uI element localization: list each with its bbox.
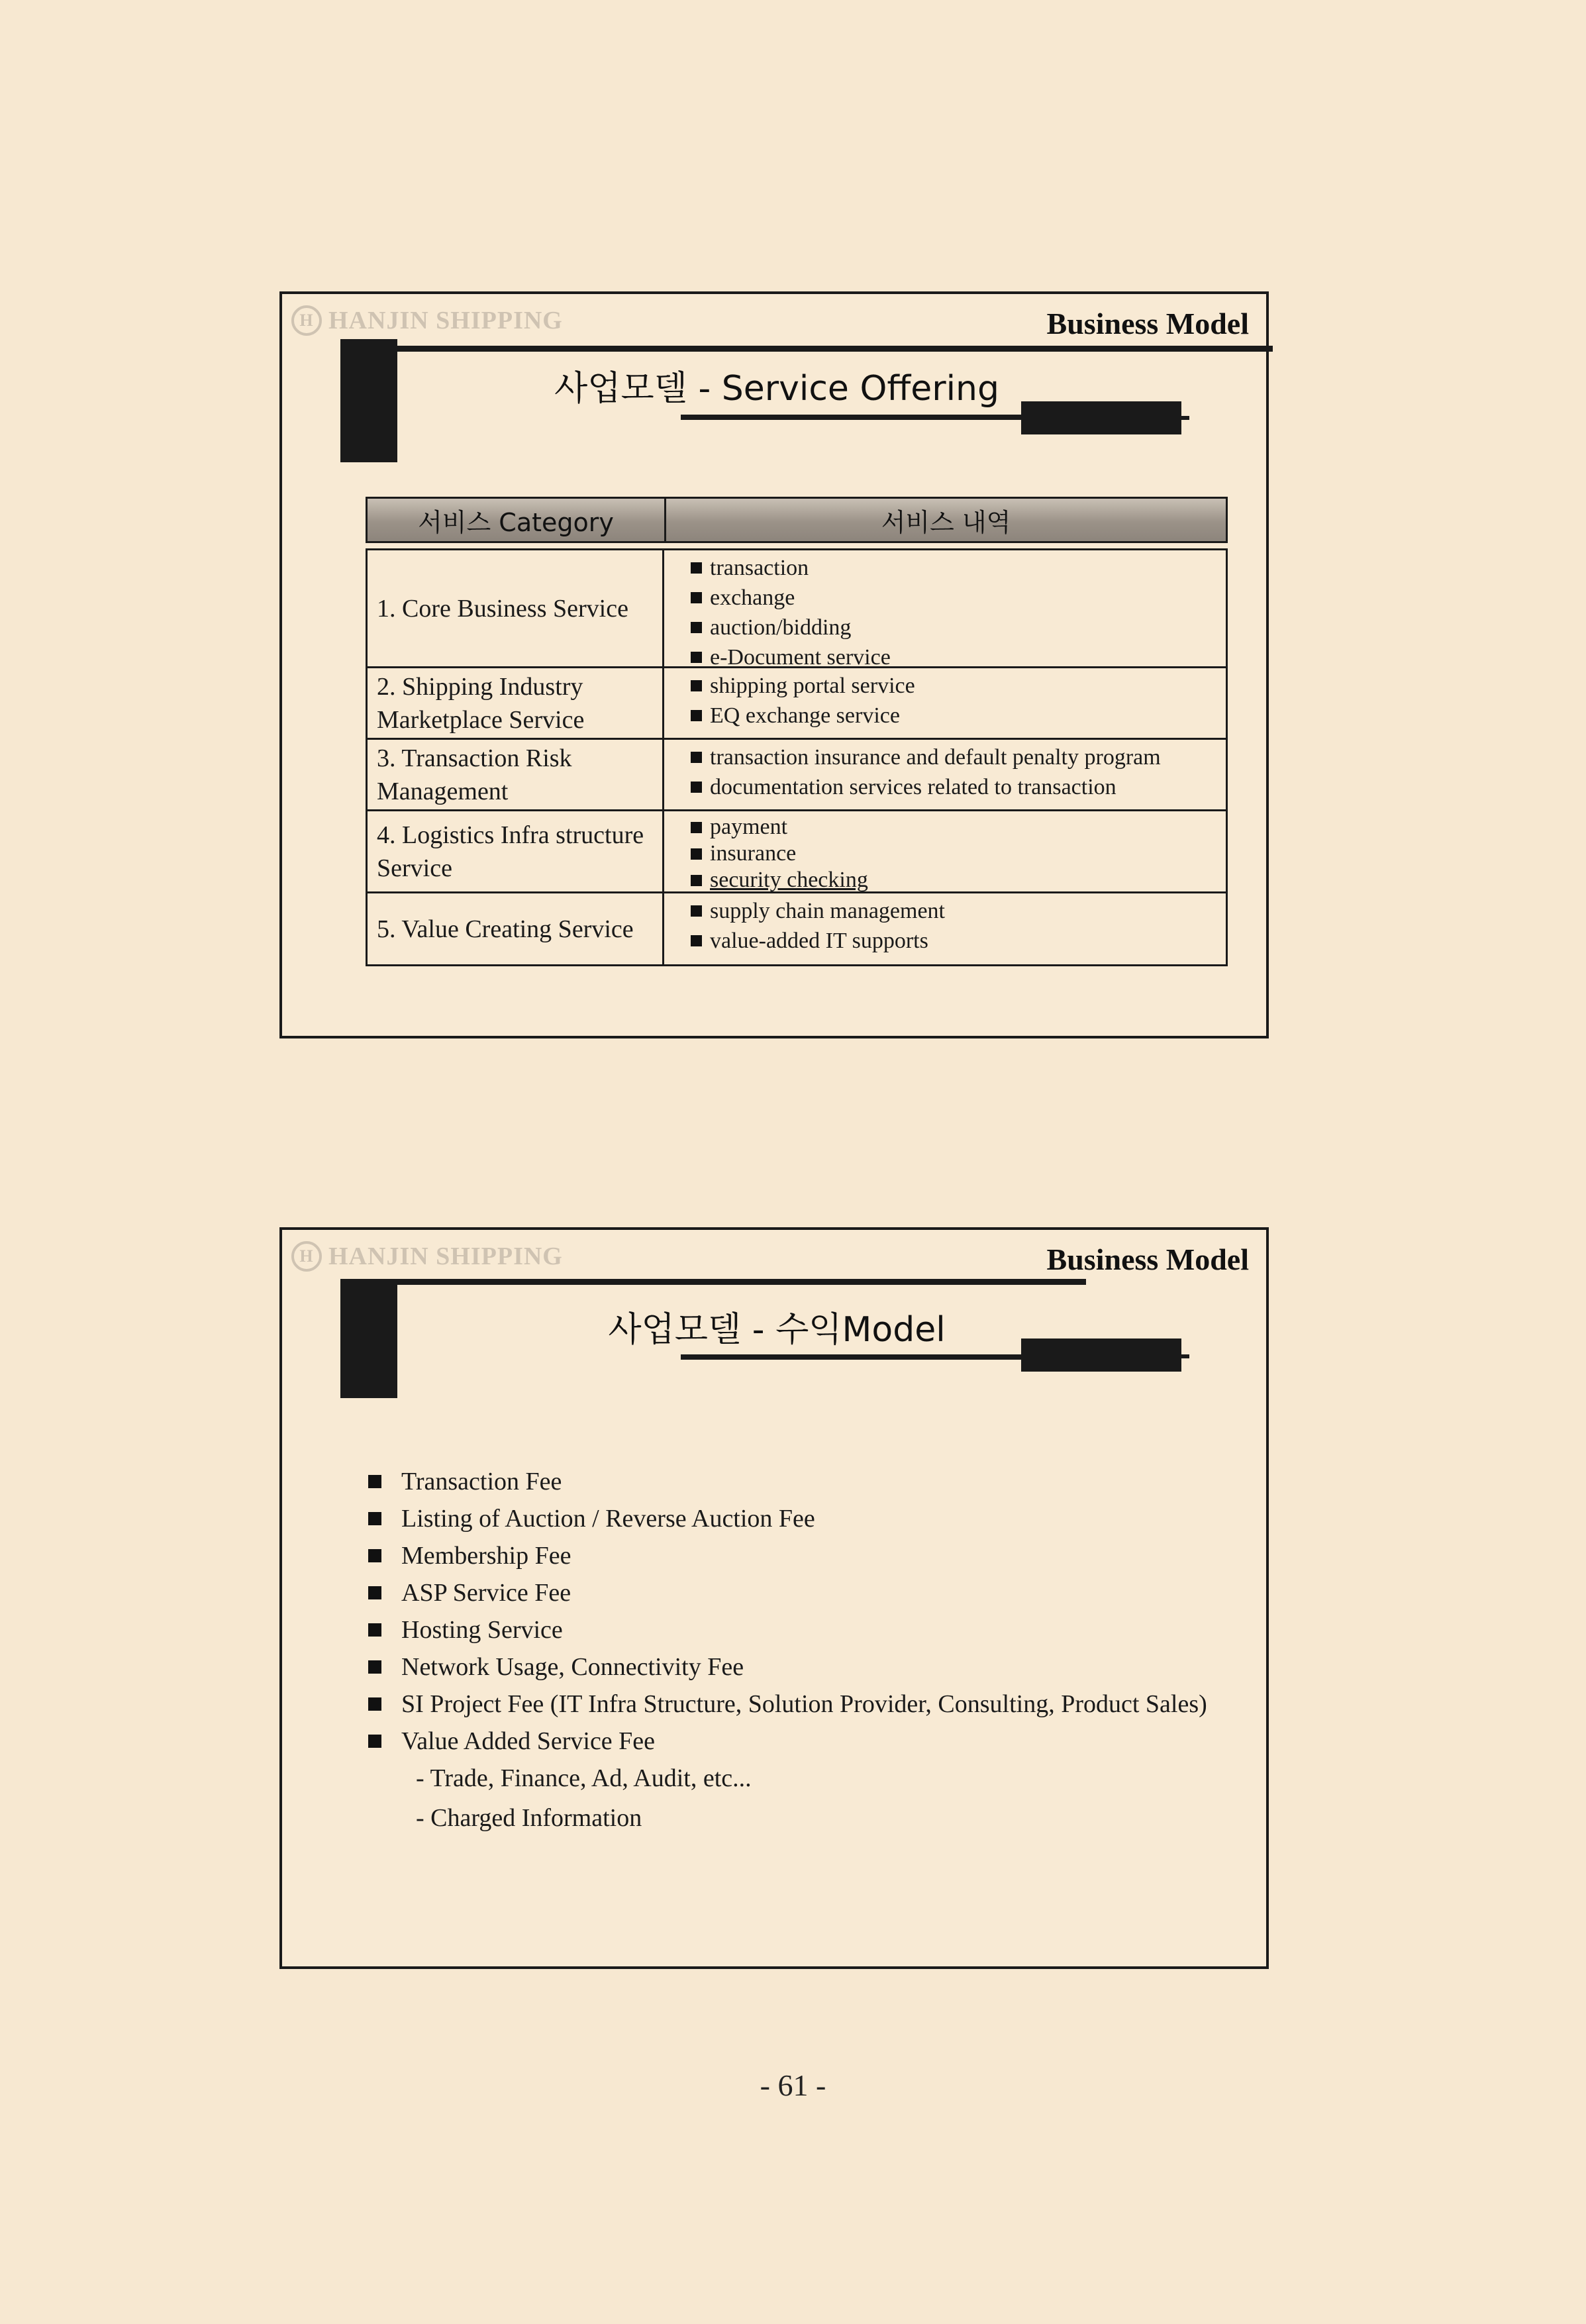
bullet-icon	[691, 905, 702, 917]
bullet-icon	[691, 592, 702, 603]
list-item: transaction insurance and default penalty program	[691, 742, 1226, 772]
bullet-icon	[691, 822, 702, 833]
bullet-icon	[691, 935, 702, 946]
items-cell	[664, 893, 1226, 964]
items-cell	[664, 740, 1226, 809]
list-item: payment	[691, 814, 1226, 840]
list-item: security checking	[691, 867, 1226, 893]
bullet-icon	[691, 680, 702, 691]
bullet-icon	[368, 1735, 381, 1748]
header-details: 서비스 내역	[881, 507, 1011, 537]
bullet-icon	[368, 1697, 381, 1711]
bullet-icon	[691, 622, 702, 633]
bullet-icon	[691, 848, 702, 860]
title-decoration-tick	[1180, 1354, 1189, 1358]
category-cell: 3. Transaction Risk Management	[368, 740, 664, 809]
category-cell: 1. Core Business Service	[368, 550, 664, 666]
category-cell: 4. Logistics Infra structure Service	[368, 811, 664, 891]
bullet-icon	[368, 1475, 381, 1488]
items-cell	[664, 811, 1226, 891]
company-logo	[291, 302, 563, 339]
items-cell	[664, 668, 1226, 738]
table-row	[368, 548, 1226, 670]
bullet-icon	[368, 1586, 381, 1599]
header-category: 서비스 Category	[368, 499, 666, 541]
slide-title: 사업모델 - 수익Model	[608, 1310, 946, 1350]
title-decoration-block	[1021, 1339, 1181, 1372]
bullet-icon	[691, 710, 702, 721]
bullet-icon	[691, 752, 702, 763]
slide-service-offering	[279, 291, 1269, 1038]
category-cell: 2. Shipping Industry Marketplace Service	[368, 668, 664, 738]
bullet-icon	[368, 1660, 381, 1674]
list-item: e-Document service	[691, 642, 1226, 672]
title-decoration-tick	[1180, 416, 1189, 420]
bullet-icon	[691, 782, 702, 793]
list-item: insurance	[691, 840, 1226, 867]
items-cell	[664, 550, 1226, 670]
list-item: Transaction Fee	[368, 1462, 1242, 1499]
logo-mark-icon: H	[291, 1241, 322, 1272]
section-label: Business Model	[1046, 307, 1249, 340]
logo-mark-icon: H	[291, 305, 322, 336]
logo-text: HANJIN SHIPPING	[328, 307, 563, 334]
table-row	[368, 809, 1226, 891]
bullet-icon	[691, 875, 702, 886]
list-item: Membership Fee	[368, 1536, 1242, 1573]
list-item: auction/bidding	[691, 613, 1226, 642]
sub-item: - Trade, Finance, Ad, Audit, etc...	[416, 1764, 752, 1792]
list-item: Hosting Service	[368, 1610, 1242, 1647]
slide-title: 사업모델 - Service Offering	[554, 369, 999, 409]
company-logo	[291, 1238, 563, 1275]
title-rule-top	[397, 346, 1273, 352]
title-rule-top	[397, 1279, 1086, 1285]
table-header	[366, 497, 1228, 543]
sub-item: - Charged Information	[416, 1804, 642, 1832]
list-item: Network Usage, Connectivity Fee	[368, 1647, 1242, 1684]
logo-text: HANJIN SHIPPING	[328, 1242, 563, 1270]
list-item: SI Project Fee (IT Infra Structure, Solution Provider, Consulting, Product Sales)	[368, 1684, 1242, 1721]
list-item: EQ exchange service	[691, 701, 1226, 731]
table-row	[368, 738, 1226, 809]
title-decoration-block	[1021, 401, 1181, 434]
bullet-icon	[368, 1512, 381, 1525]
table-row	[368, 891, 1226, 964]
list-item: exchange	[691, 583, 1226, 613]
bullet-icon	[368, 1549, 381, 1562]
list-item: Listing of Auction / Reverse Auction Fee	[368, 1499, 1242, 1536]
bullet-icon	[368, 1623, 381, 1637]
list-item: ASP Service Fee	[368, 1573, 1242, 1610]
category-cell: 5. Value Creating Service	[368, 893, 664, 964]
list-item: shipping portal service	[691, 671, 1226, 701]
list-item: documentation services related to transaction	[691, 772, 1226, 802]
list-item: transaction	[691, 553, 1226, 583]
list-item: value-added IT supports	[691, 926, 1226, 956]
table-row	[368, 666, 1226, 738]
slide-revenue-model	[279, 1227, 1269, 1969]
page-number: - 61 -	[760, 2068, 826, 2102]
bullet-icon	[691, 652, 702, 663]
section-label: Business Model	[1046, 1242, 1249, 1276]
list-item: supply chain management	[691, 896, 1226, 926]
service-table	[366, 548, 1228, 966]
list-item: Value Added Service Fee	[368, 1721, 1242, 1758]
fee-list	[368, 1462, 1242, 1838]
bullet-icon	[691, 562, 702, 574]
